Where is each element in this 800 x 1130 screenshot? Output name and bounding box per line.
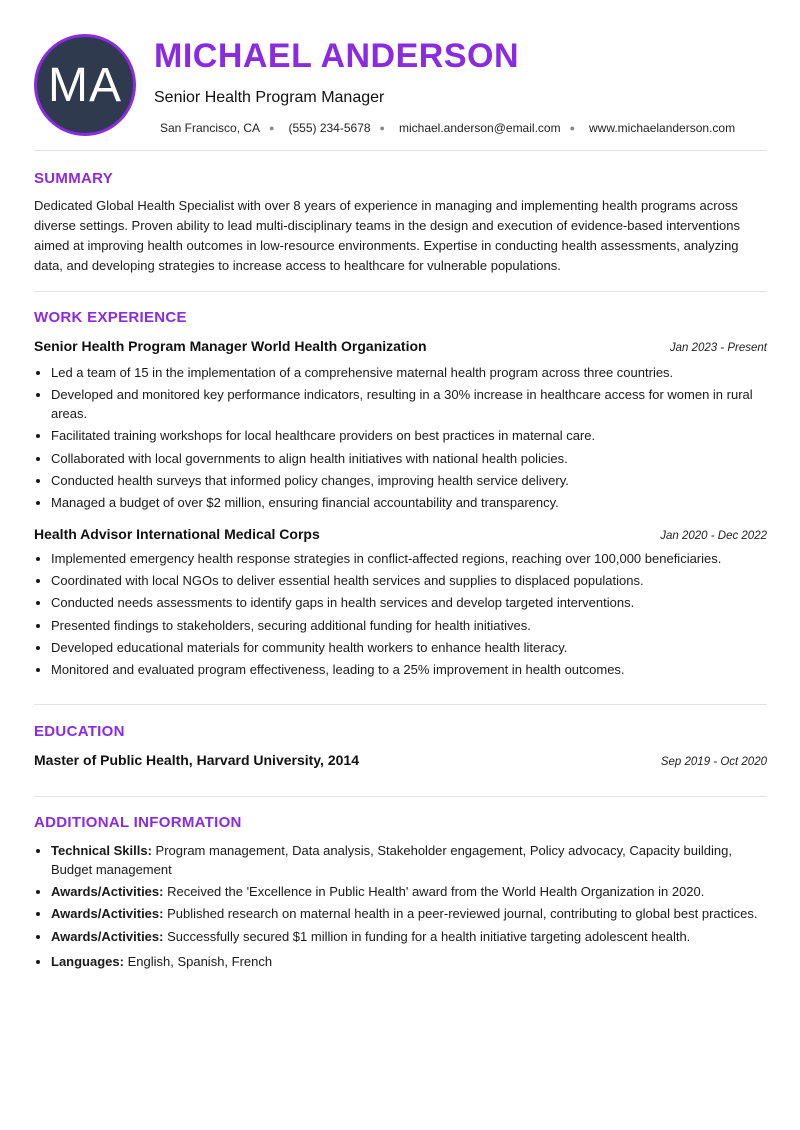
additional-heading: ADDITIONAL INFORMATION <box>34 814 242 831</box>
contact-website[interactable]: www.michaelanderson.com <box>589 121 736 135</box>
summary-heading: SUMMARY <box>34 170 114 187</box>
candidate-title: Senior Health Program Manager <box>154 89 385 106</box>
job-role: Senior Health Program Manager World Health Organization <box>34 338 427 354</box>
item-label: Technical Skills: <box>51 843 152 858</box>
item-text: Program management, Data analysis, Stakeholder engagement, Policy advocacy, Capacity building, Budget management <box>51 843 732 877</box>
education-degree: Master of Public Health, Harvard University, 2014 <box>34 752 359 768</box>
job-dates: Jan 2023 - Present <box>669 342 767 354</box>
list-item: • Led a team of 15 in the implementation of a comprehensive maternal health program across three countries. <box>51 363 765 382</box>
list-item <box>51 952 765 971</box>
divider <box>34 704 767 705</box>
list-item: • Conducted health surveys that informed policy changes, improving health service delivery. <box>51 471 765 490</box>
contact-location: San Francisco, CA <box>160 121 261 135</box>
separator-dot: ● <box>569 123 576 133</box>
education-dates: Sep 2019 - Oct 2020 <box>660 756 767 768</box>
item-label: Awards/Activities: <box>51 928 164 944</box>
list-item: • Monitored and evaluated program effectiveness, leading to a 25% improvement in health outcomes. <box>51 660 765 679</box>
summary-text: Dedicated Global Health Specialist with over 8 years of experience in managing and implementing health programs across diverse settings. Proven ability to lead multi-disciplinary teams in the design and execution of evidence-based interventions aimed at improving health outcomes in low-resource environments. Expertise in conducting health assessments, analyzing data, and developing strategies to increase access to healthcare for vulnerable populations. <box>34 198 740 273</box>
list-item <box>51 882 765 901</box>
list-item: • Coordinated with local NGOs to deliver essential health services and supplies to displaced populations. <box>51 571 765 590</box>
experience-heading: WORK EXPERIENCE <box>34 309 187 326</box>
list-item: • Developed educational materials for community health workers to enhance health literacy. <box>51 638 765 657</box>
additional-list <box>34 841 765 974</box>
separator-dot: ● <box>379 123 385 133</box>
item-label: Awards/Activities: <box>51 906 164 922</box>
item-label: Awards/Activities: <box>51 884 164 900</box>
avatar <box>34 34 136 136</box>
contact-bar <box>160 121 735 135</box>
contact-phone: (555) 234-5678 <box>288 121 371 135</box>
item-text: Published research on maternal health in a peer-reviewed journal, contributing to global best practices. <box>163 906 758 922</box>
avatar-initials: MA <box>48 58 122 112</box>
job-role: Health Advisor International Medical Corps <box>34 526 320 542</box>
list-item <box>51 841 765 879</box>
item-text: Received the 'Excellence in Public Health' award from the World Health Organization in 2020. <box>163 884 705 900</box>
item-text: Successfully secured $1 million in funding for a health initiative targeting adolescent health. <box>163 928 691 944</box>
list-item: • Developed and monitored key performance indicators, resulting in a 30% increase in healthcare access for women in rural areas. <box>51 385 765 423</box>
education-entry <box>34 752 767 768</box>
list-item: • Managed a budget of over $2 million, ensuring financial accountability and transparency. <box>51 493 765 512</box>
job-bullets <box>34 363 765 515</box>
divider <box>34 291 767 292</box>
separator-dot: ● <box>269 123 275 133</box>
list-item: • Collaborated with local governments to align health initiatives with national health policies. <box>51 449 765 468</box>
list-item <box>51 927 765 946</box>
list-item: • Conducted needs assessments to identify gaps in health services and develop targeted interventions. <box>51 593 765 612</box>
item-label: Languages: <box>51 953 124 969</box>
item-text: English, Spanish, French <box>123 953 273 969</box>
job-header <box>34 338 767 354</box>
job-dates: Jan 2020 - Dec 2022 <box>660 530 767 542</box>
job-header <box>34 526 767 542</box>
list-item <box>51 904 765 923</box>
education-heading: EDUCATION <box>34 723 125 740</box>
candidate-name: MICHAEL ANDERSON <box>154 37 520 75</box>
divider <box>34 796 767 797</box>
job-bullets <box>34 549 765 682</box>
list-item: • Implemented emergency health response strategies in conflict-affected regions, reaching over 100,000 beneficiaries. <box>51 549 765 568</box>
list-item: • Facilitated training workshops for local healthcare providers on best practices in maternal care. <box>51 426 765 445</box>
divider <box>34 150 767 151</box>
list-item: • Presented findings to stakeholders, securing additional funding for health initiatives. <box>51 616 765 635</box>
contact-email[interactable]: michael.anderson@email.com <box>398 121 561 135</box>
